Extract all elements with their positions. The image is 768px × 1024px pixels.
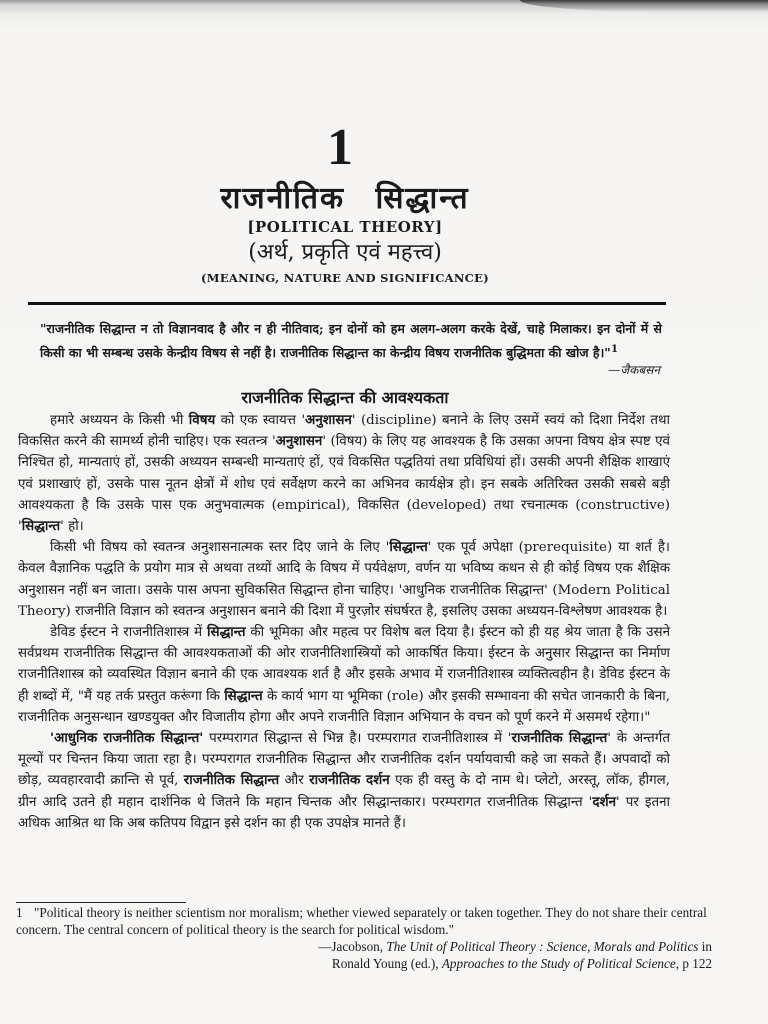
bold-term: राजनीतिक दर्शन xyxy=(309,772,390,789)
footnote-divider xyxy=(16,902,186,903)
bold-term: राजनीतिक सिद्धान्त xyxy=(183,772,280,789)
bold-term: सिद्धान्त xyxy=(21,518,61,535)
epigraph-author: —जैकबसन xyxy=(608,363,660,377)
paragraph-2 xyxy=(18,537,670,622)
bold-term: विषय xyxy=(188,412,216,428)
text-run: ' पर इतना अधिक आश्रित था कि अब कतिपय विद्वान इसे दर्शन का ही एक उपक्षेत्र मानते हैं। xyxy=(18,794,670,831)
chapter-subtitle-hindi: (अर्थ, प्रकृति एवं महत्त्व) xyxy=(248,240,442,265)
text-run: हमारे अध्ययन के किसी भी xyxy=(50,413,189,428)
footnote-citation-line-2 xyxy=(16,955,720,972)
text-run: की भूमिका और महत्व पर विशेष बल दिया है। ईस्टन को ही यह श्रेय जाता है कि उसने सर्वप्रथम राजनीतिक सिद्धान्त की आवश्यकताओं की ओर राजनीतिशास्त्रियों को आकर्षित किया। ईस्टन के अनुसार सिद्धान्त का निर्माण राजनीतिशास्त्र को व्यवस्थित विज्ञान बनाने की एक आवश्यक शर्त है और इसके अभाव में राजनीतिशास्त्र व्यक्तित्वहीन है। डेविड ईस्टन के ही शब्दों में, "मैं यह तर्क प्रस्तुत करूंगा कि xyxy=(18,625,670,704)
footnote-reference: 1 xyxy=(610,343,619,355)
text-run: ' के अन्तर्गत मूल्यों पर चिन्तन किया जाता रहा है। परम्परागत राजनीतिक सिद्धान्त और राजनीतिक दर्शन पर्यायवाची कहे जा सकते हैं। अपवादों को छोड़, व्यवहारवादी क्रान्ति से पूर्व, xyxy=(18,731,670,789)
text-run: ' (विषय) के लिए यह आवश्यक है कि उसका अपना विषय क्षेत्र स्पष्ट एवं निश्चित हो, मान्यताएं हों, उसकी अध्ययन सम्बन्धी मान्यताएं हों, एवं विकसित पद्धतियां तथा प्रविधियां हों। उसकी अपनी शैक्षिक शाखाएं एवं प्रशाखाएं हों, उसके पास नूतन क्षेत्रों में शोध एवं सर्वेक्षण करने का अभिनव कार्यक्षेत्र हो। इन सबके अतिरिक्त उसकी सबसे बड़ी आवश्यकता है कि उसके पास एक अनुभवात्मक (empirical), विकसित (developed) तथा रचनात्मक (constructive) ' xyxy=(18,434,670,535)
bold-term: अनुशासन xyxy=(305,412,352,428)
text-run: परम्परागत सिद्धान्त से भिन्न है। परम्परागत राजनीतिशास्त्र में ' xyxy=(203,731,512,747)
paragraph-4 xyxy=(18,728,670,834)
citation-title: The Unit of Political Theory : Science, Morals and Politics xyxy=(386,939,699,954)
citation-title: Approaches to the Study of Political Science xyxy=(441,956,676,971)
footnote-number: 1 xyxy=(16,905,23,920)
bold-term: सिद्धान्त xyxy=(224,687,263,704)
footnote-citation xyxy=(16,938,720,955)
citation-editor: Ronald Young (ed.), xyxy=(331,956,442,971)
text-run: के कार्य भाग या भूमिका (role) और इसकी सम्भावना की सचेत जानकारी के बिना, राजनीतिक अनुसन्धान खण्डयुक्त और विजातीय होगा और अपने राजनीति विज्ञान अभियान के वचन को पूर्ण करने में असमर्थ रहेगा।" xyxy=(18,688,671,725)
bold-term: राजनीतिक सिद्धान्त xyxy=(511,730,608,747)
bold-term: सिद्धान्त xyxy=(389,539,428,556)
bold-term: दर्शन xyxy=(592,793,617,810)
body-text xyxy=(18,410,670,834)
text-run: किसी भी विषय को स्वतन्त्र अनुशासनात्मक स्तर दिए जाने के लिए ' xyxy=(50,540,390,556)
paragraph-3 xyxy=(18,622,670,728)
footnote-text: "Political theory is neither scientism nor moralism; whether viewed separately or taken together. They do not share their central concern. The central concern of political theory is the search for political wisdom." xyxy=(16,905,707,937)
text-run: ' (discipline) बनाने के लिए उसमें स्वयं को दिशा निर्देश तथा विकसित करने की सामर्थ्य होनी चाहिए। एक स्वतन्त्र ' xyxy=(18,413,670,450)
text-run: ' हो। xyxy=(60,519,84,535)
footnote xyxy=(16,904,720,972)
chapter-title-english: [POLITICAL THEORY] xyxy=(247,218,443,236)
text-run: एक ही वस्तु के दो नाम थे। प्लेटो, अरस्तू, लॉक, हीगल, ग्रीन आदि उतने ही महान दार्शनिक थे जितने कि महान चिन्तक और सिद्धान्तकार। परम्परागत राजनीतिक सिद्धान्त ' xyxy=(18,773,670,810)
title-divider xyxy=(28,302,666,305)
text-run: in xyxy=(698,939,712,954)
chapter-subtitle-english: (MEANING, NATURE AND SIGNIFICANCE) xyxy=(201,271,489,285)
bold-term: अनुशासन xyxy=(275,433,323,450)
text-run: डेविड ईस्टन ने राजनीतिशास्त्र में xyxy=(50,625,208,641)
epigraph-text: "राजनीतिक सिद्धान्त न तो विज्ञानवाद है और न ही नीतिवाद; इन दोनों को हम अलग-अलग करके देखें, चाहे मिलाकर। इन दोनों में से किसी का भी सम्बन्ध उसके केन्द्रीय विषय से नहीं है। राजनीतिक सिद्धान्त का केन्द्रीय विषय राजनीतिक बुद्धिमता की खोज है।" xyxy=(40,321,662,361)
bold-term: सिद्धान्त xyxy=(207,624,246,641)
bold-term: 'आधुनिक राजनीतिक सिद्धान्त' xyxy=(50,730,204,747)
text-run: को एक स्वायत्त ' xyxy=(215,413,306,428)
citation-author: —Jacobson, xyxy=(318,939,387,954)
section-heading: राजनीतिक सिद्धान्त की आवश्यकता xyxy=(241,388,449,407)
citation-page: , p 122 xyxy=(675,956,712,971)
paragraph-1 xyxy=(18,410,670,537)
chapter-number: 1 xyxy=(327,119,353,176)
text-run: और xyxy=(279,773,310,789)
text-run: ' एक पूर्व अपेक्षा (prerequisite) या शर्त है। केवल वैज्ञानिक पद्धति के प्रयोग मात्र से अथवा तथ्यों आदि के विषय में पर्यवेक्षण, वर्णन या भविष्य कथन से ही कोई विषय एक शैक्षिक अनुशासन नहीं बन जाता। उसके पास अपना सुविकसित सिद्धान्त होना चाहिए। 'आधुनिक राजनीतिक सिद्धान्त' (Modern Political Theory) राजनीति विज्ञान को स्वतन्त्र अनुशासन बनाने की दिशा में पुरज़ोर संघर्षरत है, इसलिए उसका अध्ययन-विश्लेषण आवश्यक है। xyxy=(18,540,671,619)
chapter-title-hindi: राजनीतिक सिद्धान्त xyxy=(220,181,470,216)
epigraph-quote xyxy=(40,318,662,363)
